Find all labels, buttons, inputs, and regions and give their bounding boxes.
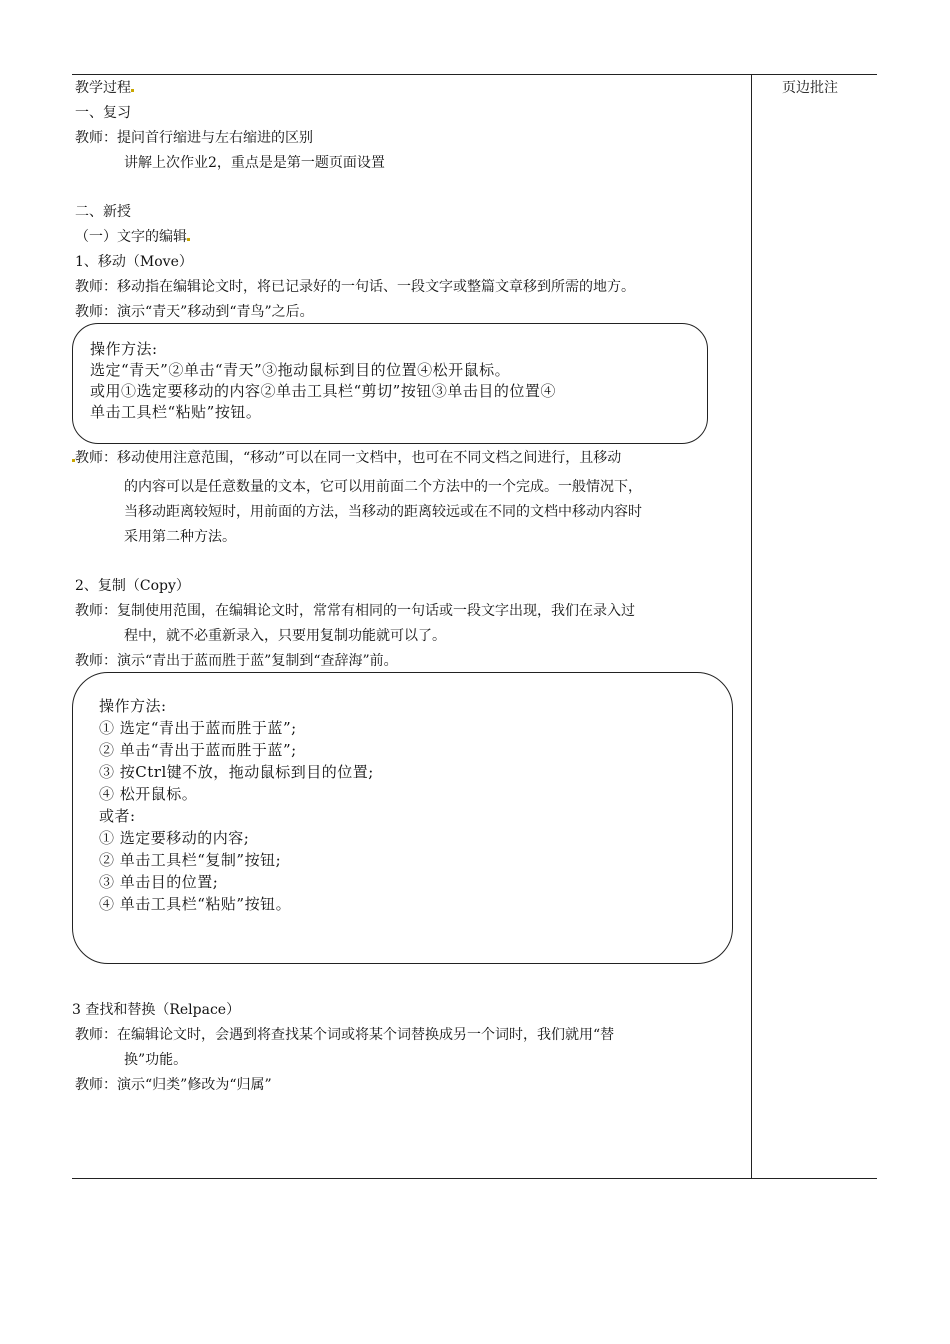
move-method-line: 或用①选定要移动的内容②单击工具栏“剪切”按钮③单击目的位置④ bbox=[90, 382, 556, 400]
copy-method-line: ② 单击“青出于蓝而胜于蓝”; bbox=[99, 741, 297, 759]
copy-method-line: 操作方法: bbox=[99, 697, 167, 715]
new-lesson-heading: 二、新授 bbox=[75, 204, 131, 220]
replace-heading: 3 查找和替换（Relpace） bbox=[72, 1002, 241, 1018]
new-lesson-subheading: （一）文字的编辑 bbox=[75, 228, 190, 246]
copy-method-line: ① 选定“青出于蓝而胜于蓝”; bbox=[99, 719, 297, 737]
move-demo: 教师：演示“青天”移动到“青鸟”之后。 bbox=[75, 304, 314, 320]
edit-mark-icon bbox=[131, 89, 134, 92]
move-definition: 教师：移动指在编辑论文时，将已记录好的一句话、一段文字或整篇文章移到所需的地方。 bbox=[75, 279, 635, 295]
copy-method-box bbox=[72, 672, 733, 964]
move-method-line: 单击工具栏“粘贴”按钮。 bbox=[90, 403, 262, 421]
copy-method-line: ④ 松开鼠标。 bbox=[99, 785, 198, 803]
copy-definition-line: 教师：复制使用范围，在编辑论文时，常常有相同的一句话或一段文字出现，我们在录入过 bbox=[75, 603, 635, 619]
margin-note-title: 页边批注 bbox=[782, 80, 838, 96]
copy-method-line: ① 选定要移动的内容; bbox=[99, 829, 250, 847]
process-title: 教学过程 bbox=[75, 79, 134, 97]
move-heading: 1、移动（Move） bbox=[75, 254, 193, 270]
copy-method-line: ② 单击工具栏“复制”按钮; bbox=[99, 851, 282, 869]
review-line-2: 讲解上次作业2，重点是是第一题页面设置 bbox=[124, 155, 385, 171]
table-bottom-rule bbox=[72, 1178, 877, 1179]
replace-definition-line: 教师：在编辑论文时，会遇到将查找某个词或将某个词替换成另一个词时，我们就用“替 bbox=[75, 1027, 615, 1043]
move-note-line: 教师：移动使用注意范围，“移动”可以在同一文档中，也可在不同文档之间进行，且移动 bbox=[72, 449, 621, 467]
copy-demo: 教师：演示“青出于蓝而胜于蓝”复制到“查辞海”前。 bbox=[75, 653, 398, 669]
move-method-line: 选定“青天”②单击“青天”③拖动鼠标到目的位置④松开鼠标。 bbox=[90, 361, 511, 379]
replace-demo: 教师：演示“归类”修改为“归属” bbox=[75, 1077, 272, 1093]
copy-method-line: 或者: bbox=[99, 807, 136, 825]
replace-definition-line: 换”功能。 bbox=[124, 1052, 188, 1068]
move-note-line: 当移动距离较短时，用前面的方法，当移动的距离较远或在不同的文档中移动内容时 bbox=[124, 504, 642, 520]
review-heading: 一、复习 bbox=[75, 105, 131, 121]
copy-heading: 2、复制（Copy） bbox=[75, 578, 190, 594]
edit-mark-icon bbox=[187, 238, 190, 241]
copy-definition-line: 程中，就不必重新录入，只要用复制功能就可以了。 bbox=[124, 628, 446, 644]
copy-method-line: ③ 单击目的位置; bbox=[99, 873, 219, 891]
review-line-1: 教师：提问首行缩进与左右缩进的区别 bbox=[75, 130, 313, 146]
table-top-rule bbox=[72, 74, 877, 75]
move-note-line: 采用第二种方法。 bbox=[124, 529, 236, 545]
move-method-line: 操作方法: bbox=[90, 340, 158, 358]
move-note-line: 的内容可以是任意数量的文本，它可以用前面二个方法中的一个完成。一般情况下， bbox=[124, 479, 642, 495]
copy-method-line: ③ 按Ctrl键不放，拖动鼠标到目的位置; bbox=[99, 763, 374, 781]
copy-method-line: ④ 单击工具栏“粘贴”按钮。 bbox=[99, 895, 292, 913]
column-divider bbox=[751, 74, 752, 1179]
